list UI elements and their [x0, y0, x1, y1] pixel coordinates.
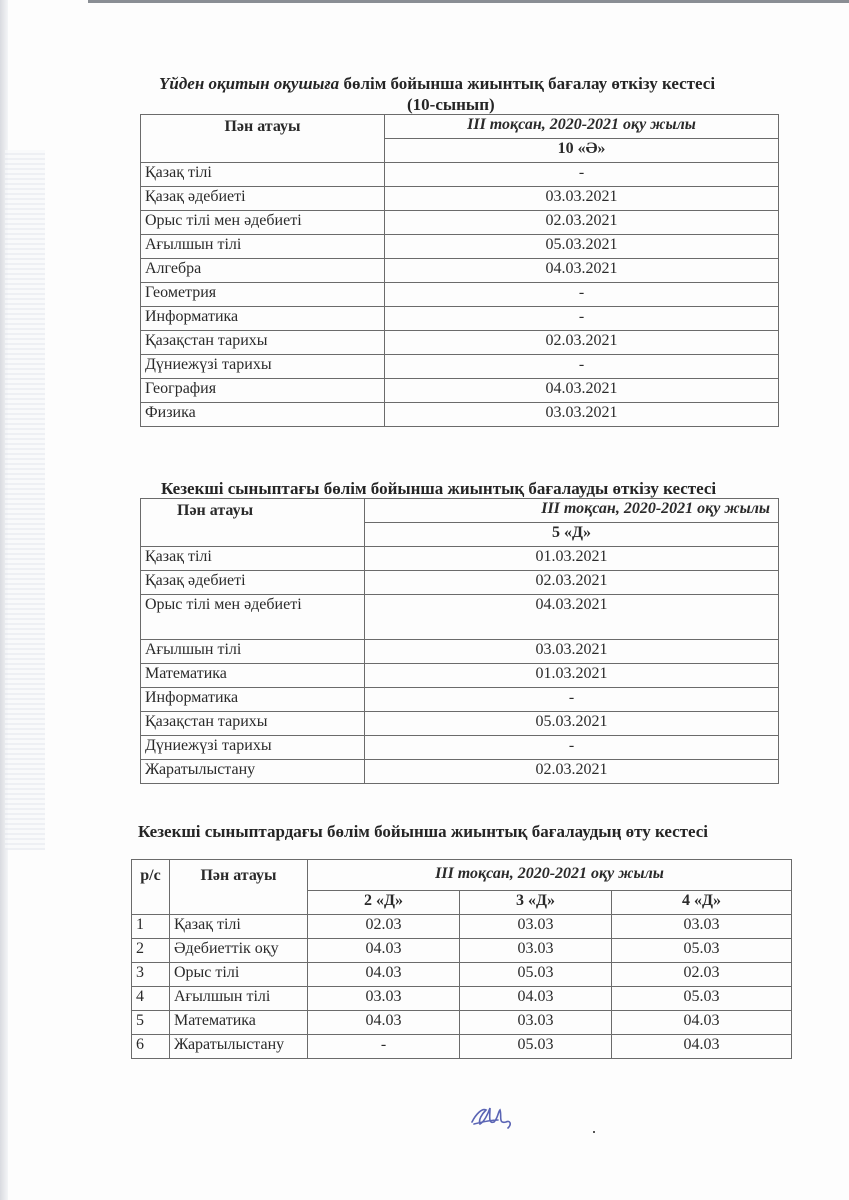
subject-cell: Ағылшын тілі: [141, 235, 385, 259]
date-cell: -: [385, 163, 779, 187]
date-cell: 02.03: [612, 963, 792, 987]
table-row: [141, 355, 779, 379]
class-header: 3 «Д»: [460, 891, 612, 915]
date-cell: 03.03.2021: [385, 403, 779, 427]
subject-cell: Алгебра: [141, 259, 385, 283]
class-header: 10 «Ә»: [385, 139, 779, 163]
class-header: 2 «Д»: [308, 891, 460, 915]
date-cell: 02.03.2021: [385, 331, 779, 355]
num-header: р/с: [132, 860, 170, 915]
date-cell: 03.03: [460, 1011, 612, 1035]
date-cell: 03.03: [308, 987, 460, 1011]
subject-cell: Қазақстан тарихы: [141, 712, 365, 736]
section1-title: Үйден оқитын оқушыға бөлім бойынша жиынтық бағалау өткізу кестесі: [159, 74, 716, 93]
subject-cell: Орыс тілі: [170, 963, 308, 987]
signature-icon: [468, 1098, 516, 1132]
date-cell: 05.03: [612, 987, 792, 1011]
date-cell: 04.03.2021: [385, 259, 779, 283]
subject-cell: Жаратылыстану: [141, 760, 365, 784]
date-cell: -: [365, 736, 779, 760]
table-row: [141, 712, 779, 736]
table-row: [132, 1011, 792, 1035]
date-cell: 02.03.2021: [365, 760, 779, 784]
date-cell: 04.03: [308, 939, 460, 963]
subject-cell: Қазақ тілі: [170, 915, 308, 939]
subject-header: Пән атауы: [141, 499, 365, 547]
date-cell: 04.03: [612, 1011, 792, 1035]
date-cell: -: [385, 355, 779, 379]
table-row: [141, 307, 779, 331]
subject-cell: Қазақстан тарихы: [141, 331, 385, 355]
table-row: [141, 595, 779, 640]
table-row: [141, 283, 779, 307]
subject-cell: Ағылшын тілі: [141, 640, 365, 664]
date-cell: 05.03.2021: [365, 712, 779, 736]
date-cell: 05.03: [460, 1035, 612, 1059]
subject-cell: Орыс тілі мен әдебиеті: [141, 211, 385, 235]
subject-cell: Физика: [141, 403, 385, 427]
date-cell: 02.03: [308, 915, 460, 939]
subject-cell: Әдебиеттік оқу: [170, 939, 308, 963]
subject-cell: Орыс тілі мен әдебиеті: [141, 595, 365, 640]
subject-cell: Математика: [170, 1011, 308, 1035]
date-cell: 04.03.2021: [365, 595, 779, 640]
subject-cell: Қазақ тілі: [141, 163, 385, 187]
section2-title: Кезекші сыныптағы бөлім бойынша жиынтық бағалауды өткізу кестесі: [161, 479, 717, 498]
table-row: [132, 939, 792, 963]
table-row: [141, 664, 779, 688]
section1-table: [140, 114, 779, 427]
row-number-cell: 2: [132, 939, 170, 963]
date-cell: 05.03: [612, 939, 792, 963]
scan-edge-top: [88, 0, 849, 3]
section1-subtitle: (10-сынып): [407, 95, 495, 114]
date-cell: 04.03.2021: [385, 379, 779, 403]
class-header: 5 «Д»: [365, 523, 779, 547]
table-row: [141, 187, 779, 211]
subject-cell: География: [141, 379, 385, 403]
class-header: 4 «Д»: [612, 891, 792, 915]
row-number-cell: 3: [132, 963, 170, 987]
subject-cell: Информатика: [141, 688, 365, 712]
table-row: [132, 963, 792, 987]
row-number-cell: 6: [132, 1035, 170, 1059]
subject-cell: Жаратылыстану: [170, 1035, 308, 1059]
table-row: [141, 259, 779, 283]
row-number-cell: 1: [132, 915, 170, 939]
subject-cell: Қазақ әдебиеті: [141, 187, 385, 211]
date-cell: 05.03: [460, 963, 612, 987]
subject-header: Пән атауы: [170, 860, 308, 915]
scan-artifact: [5, 150, 45, 850]
period-header: ІІІ тоқсан, 2020-2021 оқу жылы: [365, 499, 779, 523]
table-row: [141, 571, 779, 595]
scan-speck: [593, 1131, 595, 1133]
date-cell: 05.03.2021: [385, 235, 779, 259]
date-cell: 01.03.2021: [365, 664, 779, 688]
table-row: [141, 760, 779, 784]
row-number-cell: 5: [132, 1011, 170, 1035]
date-cell: 03.03: [612, 915, 792, 939]
date-cell: 02.03.2021: [385, 211, 779, 235]
subject-header: Пән атауы: [141, 115, 385, 163]
subject-cell: Қазақ әдебиеті: [141, 571, 365, 595]
table-row: [141, 688, 779, 712]
table-row: [141, 379, 779, 403]
date-cell: 02.03.2021: [365, 571, 779, 595]
table-row: [141, 235, 779, 259]
date-cell: 03.03: [460, 915, 612, 939]
table-row: [132, 987, 792, 1011]
period-header: ІІІ тоқсан, 2020-2021 оқу жылы: [308, 860, 792, 891]
subject-cell: Геометрия: [141, 283, 385, 307]
section3-table: [131, 859, 792, 1059]
table-row: [141, 331, 779, 355]
section3-title: Кезекші сыныптардағы бөлім бойынша жиынтық бағалаудың өту кестесі: [138, 822, 709, 841]
date-cell: 04.03: [612, 1035, 792, 1059]
table-row: [141, 163, 779, 187]
date-cell: 03.03.2021: [385, 187, 779, 211]
subject-cell: Дүниежүзі тарихы: [141, 355, 385, 379]
subject-cell: Ағылшын тілі: [170, 987, 308, 1011]
table-row: [132, 915, 792, 939]
date-cell: -: [308, 1035, 460, 1059]
date-cell: -: [385, 283, 779, 307]
table-row: [141, 547, 779, 571]
row-number-cell: 4: [132, 987, 170, 1011]
section2-table: [140, 498, 779, 784]
date-cell: 03.03: [460, 939, 612, 963]
subject-cell: Дүниежүзі тарихы: [141, 736, 365, 760]
table-row: [141, 640, 779, 664]
date-cell: -: [365, 688, 779, 712]
subject-cell: Қазақ тілі: [141, 547, 365, 571]
subject-cell: Информатика: [141, 307, 385, 331]
date-cell: -: [385, 307, 779, 331]
date-cell: 01.03.2021: [365, 547, 779, 571]
table-row: [141, 736, 779, 760]
date-cell: 03.03.2021: [365, 640, 779, 664]
table-row: [132, 1035, 792, 1059]
subject-cell: Математика: [141, 664, 365, 688]
table-row: [141, 211, 779, 235]
date-cell: 04.03: [308, 963, 460, 987]
date-cell: 04.03: [308, 1011, 460, 1035]
period-header: ІІІ тоқсан, 2020-2021 оқу жылы: [385, 115, 779, 139]
date-cell: 04.03: [460, 987, 612, 1011]
table-row: [141, 403, 779, 427]
